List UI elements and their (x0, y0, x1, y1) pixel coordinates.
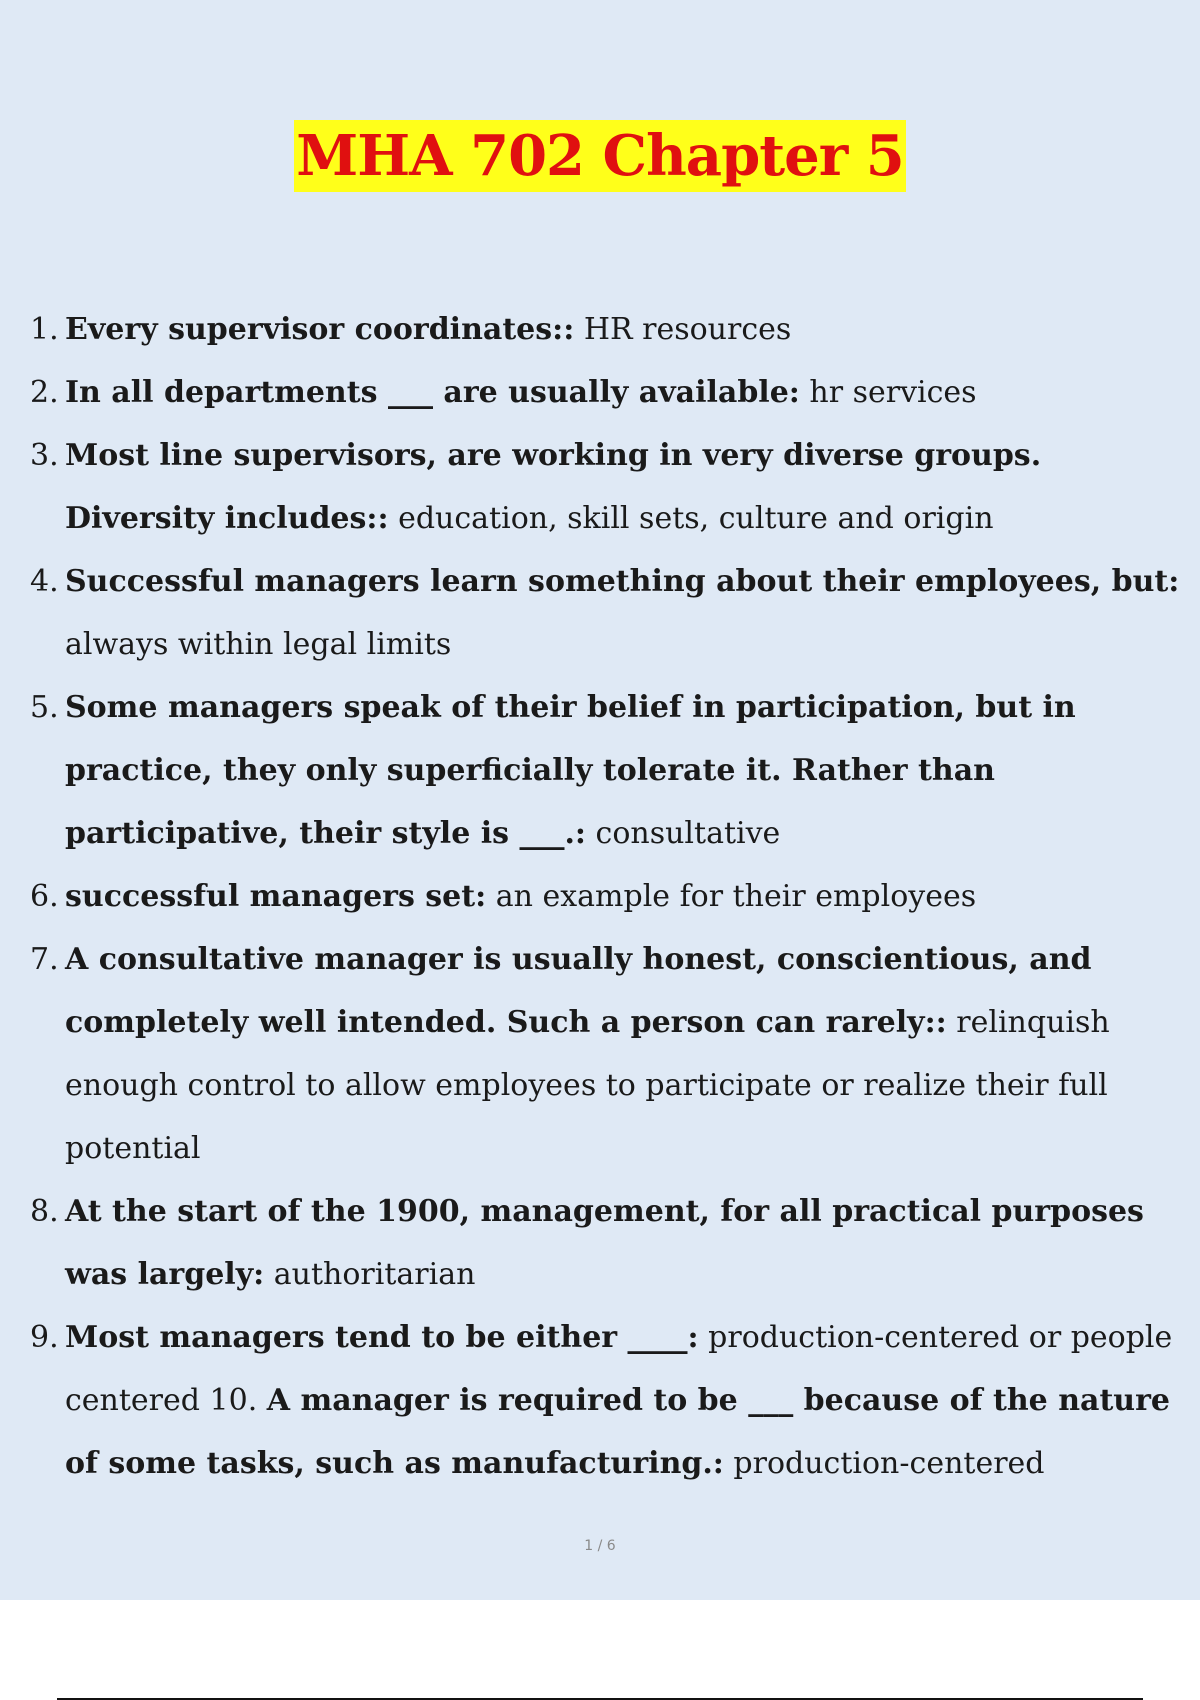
item-number: 8. (30, 1194, 59, 1229)
list-item (30, 676, 1200, 865)
list-item (30, 424, 1200, 550)
answer-text: production-centered or people centered 10. (65, 1320, 1173, 1418)
item-number: 6. (30, 879, 59, 914)
question-text: Most line supervisors, are working in very diverse groups. Diversity includes:: (65, 438, 1042, 536)
title-container (0, 120, 1200, 192)
question-text: Every supervisor coordinates:: (65, 312, 575, 347)
list-item (30, 298, 1200, 361)
question-text: Most managers tend to be either ____: (65, 1320, 699, 1355)
item-number: 5. (30, 690, 59, 725)
answer-text: relinquish enough control to allow employees to participate or realize their full potential (65, 1005, 1110, 1166)
question-list (30, 298, 1200, 1495)
answer-text: production-centered (723, 1446, 1045, 1481)
question-text: successful managers set: (65, 879, 487, 914)
page-indicator: 1 / 6 (584, 1538, 616, 1554)
answer-text: always within legal limits (65, 627, 452, 662)
list-item (30, 1180, 1200, 1306)
item-number: 3. (30, 438, 59, 473)
item-number: 2. (30, 375, 59, 410)
question-text: Successful managers learn something about their employees, but: (65, 564, 1180, 599)
answer-text: education, skill sets, culture and origin (388, 501, 994, 536)
answer-text: HR resources (574, 312, 792, 347)
item-number: 7. (30, 942, 59, 977)
list-item (30, 550, 1200, 676)
list-item (30, 928, 1200, 1180)
item-number: 1. (30, 312, 59, 347)
question-text: A manager is required to be ___ because of the nature of some tasks, such as manufacturing.: (65, 1383, 1171, 1481)
page-title: MHA 702 Chapter 5 (294, 120, 905, 192)
answer-text: hr services (799, 375, 977, 410)
answer-text: consultative (585, 816, 781, 851)
question-text: Some managers speak of their belief in participation, but in practice, they only superficially tolerate it. Rather than participative, their style is ___.: (65, 690, 1076, 851)
list-item (30, 361, 1200, 424)
item-number: 4. (30, 564, 59, 599)
item-number: 9. (30, 1320, 59, 1355)
answer-text: authoritarian (264, 1257, 476, 1292)
question-text: A consultative manager is usually honest, conscientious, and completely well intended. Such a person can rarely:: (65, 942, 1092, 1040)
answer-text: an example for their employees (486, 879, 977, 914)
list-item (30, 1306, 1200, 1495)
list-item (30, 865, 1200, 928)
question-text: In all departments ___ are usually available: (65, 375, 800, 410)
question-text: At the start of the 1900, management, for all practical purposes was largely: (65, 1194, 1144, 1292)
